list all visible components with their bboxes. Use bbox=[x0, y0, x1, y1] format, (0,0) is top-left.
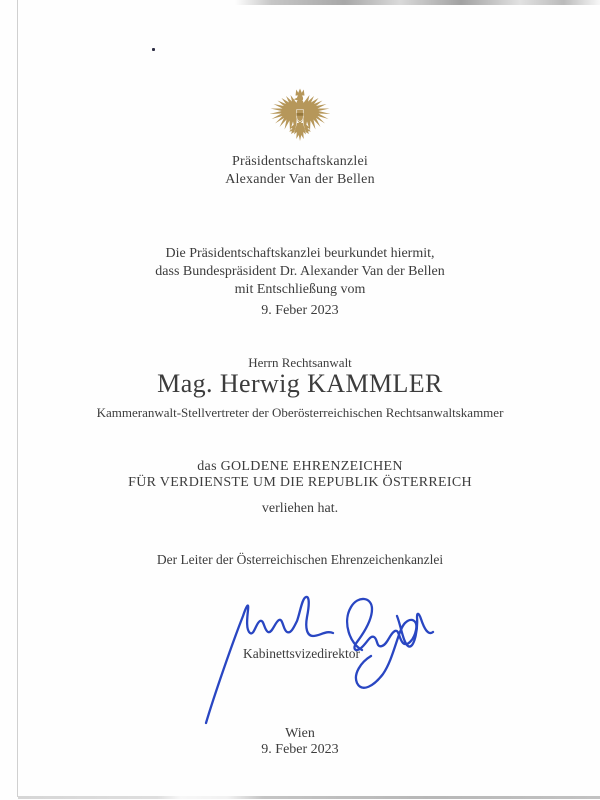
letterhead-office: Präsidentschaftskanzlei bbox=[231, 154, 368, 169]
intro-line-2: dass Bundespräsident Dr. Alexander Van der Bellen bbox=[155, 264, 445, 279]
austrian-federal-eagle-icon bbox=[267, 88, 333, 152]
recipient-role: Kammeranwalt-Stellvertreter der Oberösterreichischen Rechtsanwaltskammer bbox=[96, 405, 504, 420]
recipient-name: Mag. Herwig KAMMLER bbox=[157, 369, 443, 398]
scan-artifact-top-edge bbox=[235, 0, 600, 5]
letterhead-president: Alexander Van der Bellen bbox=[225, 172, 375, 187]
intro-paragraph bbox=[0, 245, 600, 299]
issuer-line: Der Leiter der Österreichischen Ehrenzeichenkanzlei bbox=[156, 552, 444, 567]
award-line-2: FÜR VERDIENSTE UM DIE REPUBLIK ÖSTERREICH bbox=[128, 475, 472, 490]
intro-line-3: mit Entschließung vom bbox=[234, 282, 366, 297]
resolution-date: 9. Feber 2023 bbox=[261, 303, 339, 318]
ink-speck bbox=[152, 48, 155, 51]
recipient-salutation: Herrn Rechtsanwalt bbox=[248, 355, 352, 370]
award-closing: verliehen hat. bbox=[261, 501, 339, 516]
intro-line-1: Die Präsidentschaftskanzlei beurkundet hiermit, bbox=[165, 246, 435, 261]
footer-place: Wien bbox=[285, 726, 315, 741]
signer-title: Kabinettsvizedirektor bbox=[243, 646, 360, 661]
letterhead bbox=[0, 153, 600, 189]
scan-artifact-bottom-edge bbox=[18, 796, 600, 799]
handwritten-signature-icon bbox=[190, 586, 450, 736]
award-line-1: das GOLDENE EHRENZEICHEN bbox=[197, 459, 403, 474]
footer-date: 9. Feber 2023 bbox=[261, 742, 339, 757]
